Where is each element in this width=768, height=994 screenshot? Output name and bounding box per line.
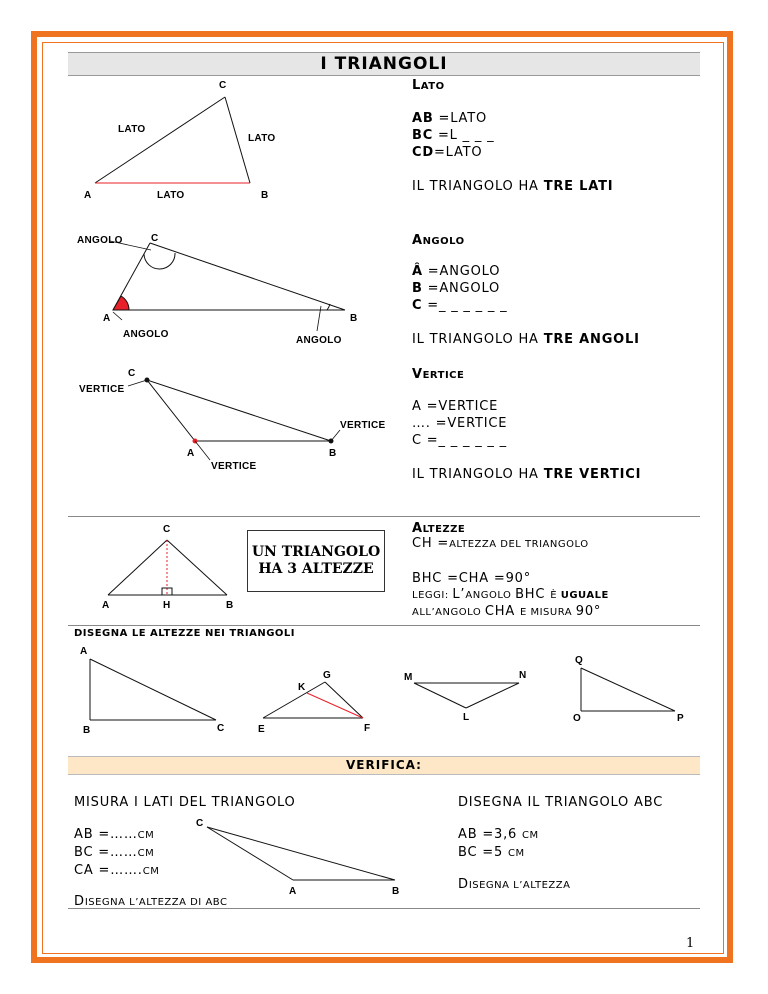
vertice-label-vertice-a: VERTICE: [211, 461, 257, 472]
lato-label-right: LATO: [248, 133, 276, 144]
verifica-left-footer: DISEGNA L’ALTEZZA DI ABC: [74, 894, 228, 909]
verifica-right-title: DISEGNA IL TRIANGOLO ABC: [458, 795, 664, 810]
lato-lines: [412, 110, 494, 161]
verifica-label-c: C: [196, 818, 204, 829]
altezze-label-b: B: [226, 600, 234, 611]
vertice-label-a: A: [187, 448, 195, 459]
vertice-label-vertice-c: VERTICE: [79, 384, 125, 395]
disegna-t1-c: C: [217, 723, 225, 734]
lato-heading: LATO: [412, 78, 445, 93]
vertice-label-vertice-b: VERTICE: [340, 420, 386, 431]
disegna-t3-l: L: [463, 712, 470, 723]
angolo-label-b: B: [350, 313, 358, 324]
lato-label-a: A: [84, 190, 92, 201]
vertice-label-b: B: [329, 448, 337, 459]
vertice-line-b: …. =VERTICE: [412, 416, 508, 431]
altezze-label-h: H: [163, 600, 171, 611]
disegna-t1-a: A: [80, 646, 88, 657]
angolo-line-a: Â =ANGOLO: [412, 264, 501, 279]
lato-line-ab: AB =LATO: [412, 111, 488, 126]
lato-label-left: LATO: [118, 124, 146, 135]
altezze-box-line2: HA 3 ALTEZZE: [258, 561, 374, 577]
altezze-box-line1: UN TRIANGOLO: [251, 544, 381, 560]
lato-line-cd: CD=LATO: [412, 145, 483, 160]
vertice-summary: IL TRIANGOLO HA TRE VERTICI: [412, 467, 642, 482]
angolo-label-a: A: [103, 313, 111, 324]
verifica-right-footer: DISEGNA L’ALTEZZA: [458, 877, 571, 892]
vertice-lines: [412, 398, 507, 449]
disegna-t3-m: M: [404, 672, 413, 683]
altezze-leggi-2: ALL’ANGOLO CHA E MISURA 90°: [412, 604, 602, 619]
angolo-summary: IL TRIANGOLO HA TRE ANGOLI: [412, 332, 640, 347]
disegna-t4-q: Q: [575, 655, 584, 666]
disegna-t2-k: K: [298, 682, 306, 693]
disegna-t4-o: O: [573, 713, 582, 724]
lato-line-bc: BC =L _ _ _: [412, 128, 495, 143]
disegna-t2-e: E: [258, 724, 265, 735]
angolo-label-angolo-a: ANGOLO: [123, 329, 169, 340]
disegna-t3-n: N: [519, 670, 527, 681]
verifica-line-bc: BC =……CM: [74, 845, 155, 860]
disegna-t1-b: B: [83, 725, 91, 736]
page-frame-inner: [42, 42, 724, 954]
angolo-line-b: B =ANGOLO: [412, 281, 501, 296]
divider-altezze: [68, 516, 700, 517]
altezze-ch-line: CH =ALTEZZA DEL TRIANGOLO: [412, 536, 589, 551]
lato-label-bottom: LATO: [157, 190, 185, 201]
angolo-heading: ANGOLO: [412, 233, 465, 248]
verifica-right-line-bc: BC =5 CM: [458, 845, 525, 860]
vertice-heading: VERTICE: [412, 367, 465, 382]
altezze-label-a: A: [102, 600, 110, 611]
angolo-lines: [412, 263, 507, 314]
disegna-t2-f: F: [364, 723, 371, 734]
angolo-line-c: C =_ _ _ _ _ _: [412, 298, 508, 313]
lato-summary: IL TRIANGOLO HA TRE LATI: [412, 179, 614, 194]
verifica-right-line-ab: AB =3,6 CM: [458, 827, 539, 842]
verifica-line-ca: CA =…….CM: [74, 863, 160, 878]
page-title: I TRIANGOLI: [68, 52, 700, 76]
disegna-heading: DISEGNA LE ALTEZZE NEI TRIANGOLI: [74, 628, 296, 639]
verifica-left-lines: [74, 826, 159, 880]
verifica-label-b: B: [392, 886, 400, 897]
page-number: 1: [686, 936, 695, 951]
vertice-line-a: A =VERTICE: [412, 399, 499, 414]
verifica-label-a: A: [289, 886, 297, 897]
vertice-label-c: C: [128, 368, 136, 379]
divider-disegna: [68, 625, 700, 626]
verifica-heading: VERIFICA:: [68, 756, 700, 775]
verifica-line-ab: AB =……CM: [74, 827, 155, 842]
lato-label-c: C: [219, 80, 227, 91]
lato-label-b: B: [261, 190, 269, 201]
altezze-heading: ALTEZZE: [412, 521, 466, 536]
angolo-label-angolo-c: ANGOLO: [77, 235, 123, 246]
disegna-t4-p: P: [677, 713, 684, 724]
angolo-label-c: C: [151, 233, 159, 244]
divider-bottom: [68, 908, 700, 909]
altezze-leggi-1: LEGGI: L’ANGOLO BHC È UGUALE: [412, 587, 609, 602]
verifica-right-lines: [458, 826, 539, 862]
altezze-box: [247, 530, 385, 592]
angolo-label-angolo-b: ANGOLO: [296, 335, 342, 346]
altezze-label-c: C: [163, 524, 171, 535]
verifica-left-title: MISURA I LATI DEL TRIANGOLO: [74, 795, 296, 810]
disegna-t2-g: G: [323, 670, 332, 681]
vertice-line-c: C =_ _ _ _ _ _: [412, 433, 507, 448]
altezze-angles: BHC =CHA =90°: [412, 571, 532, 586]
